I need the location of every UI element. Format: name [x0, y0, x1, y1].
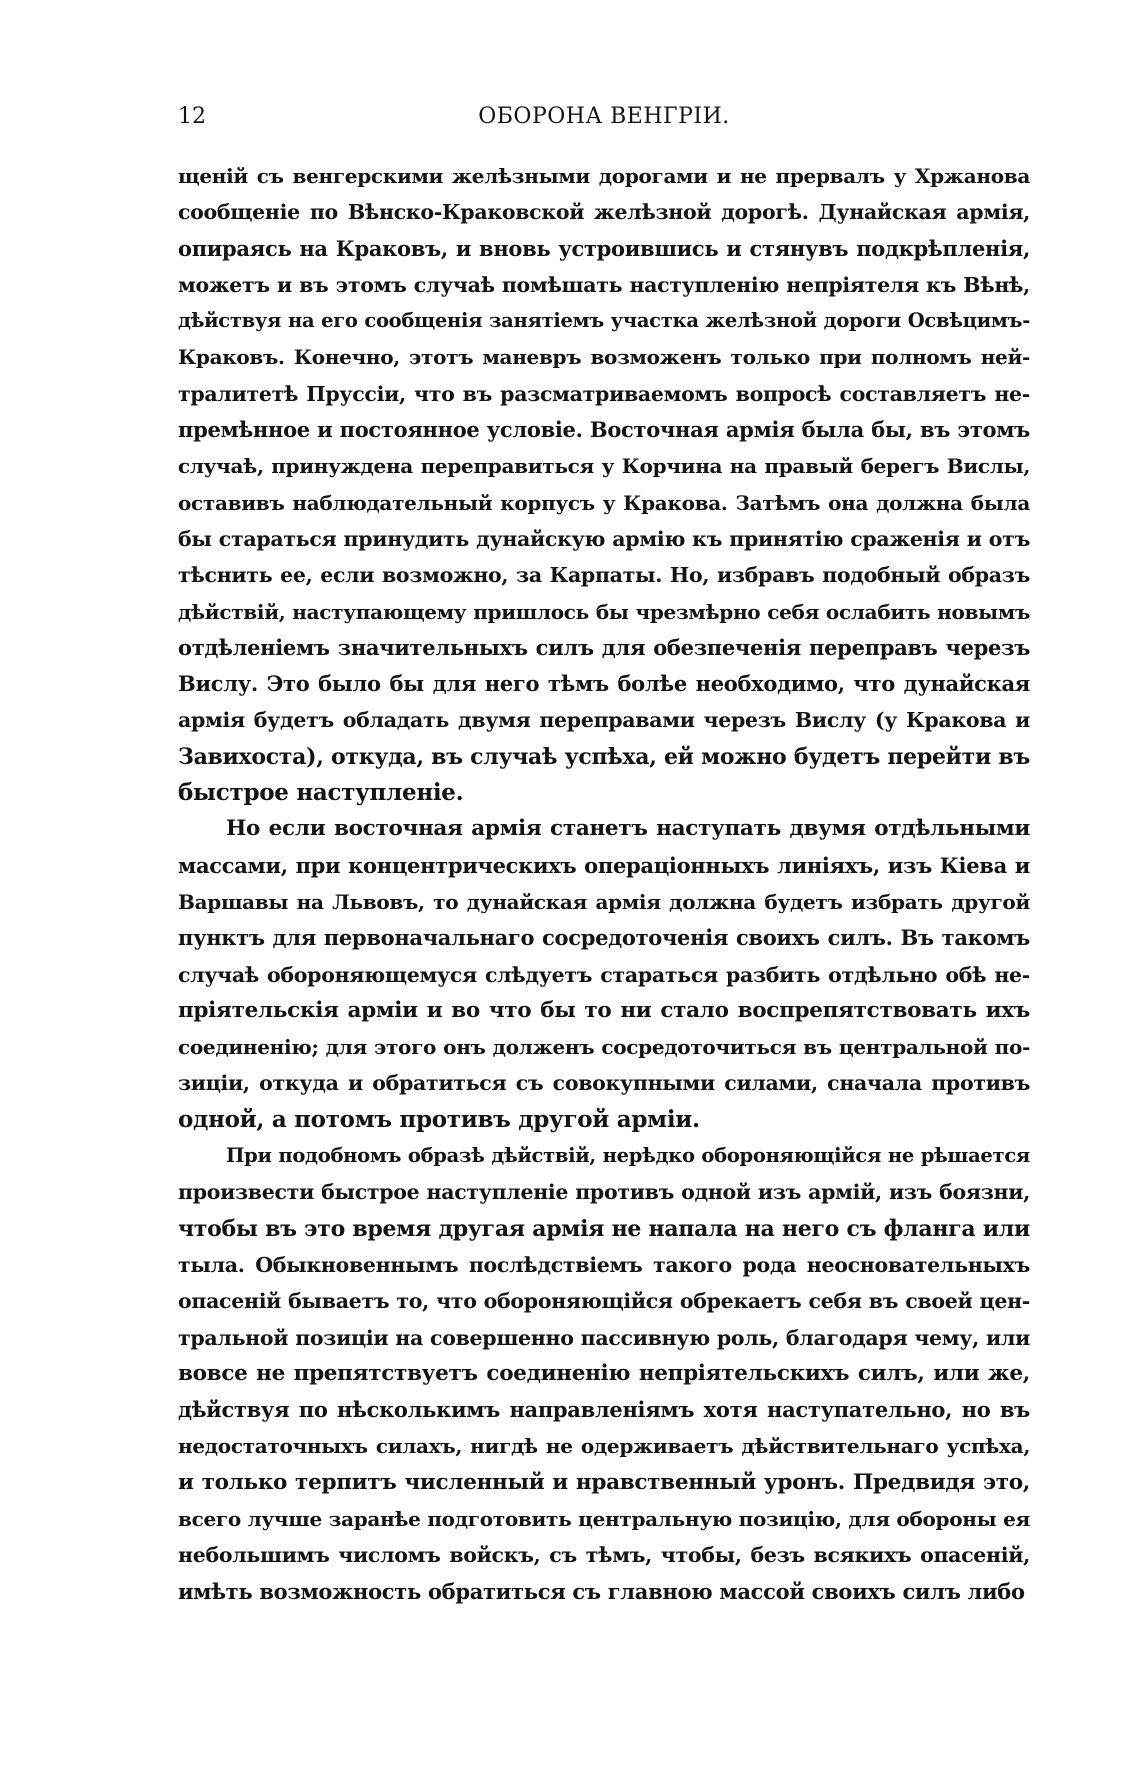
- text-line: тыла. Обыкновеннымъ послѣдствіемъ такого рода неосновательныхъ: [178, 1252, 1030, 1277]
- text-line: соединенію; для этого онъ долженъ сосредоточиться въ центральной по-: [178, 1035, 1030, 1060]
- text-line: сообщеніе по Вѣнско-Краковской желѣзной дорогѣ. Дунайская армія,: [178, 200, 1030, 225]
- text-line: имѣть возможность обратиться съ главною массой своихъ силъ либо: [178, 1578, 1025, 1604]
- text-line: Вислу. Это было бы для него тѣмъ болѣе необходимо, что дунайская: [178, 671, 1030, 697]
- text-line: премѣнное и постоянное условіе. Восточная армія была бы, въ этомъ: [178, 417, 1030, 443]
- text-line: и только терпитъ численный и нравственный уронъ. Предвидя это,: [178, 1469, 1030, 1495]
- text-line: массами, при концентрическихъ операціонныхъ линіяхъ, изъ Кіева и: [178, 852, 1030, 878]
- paragraph: [178, 158, 1030, 811]
- text-line: пунктъ для первоначальнаго сосредоточенія своихъ силъ. Въ такомъ: [178, 925, 1030, 951]
- text-line: случаѣ, принуждена переправиться у Корчина на правый берегъ Вислы,: [178, 454, 1030, 479]
- text-line: недостаточныхъ силахъ, нигдѣ не одерживаетъ дѣйствительнаго успѣха,: [178, 1434, 1030, 1459]
- text-line: Но если восточная армія станетъ наступать двумя отдѣльными: [226, 816, 1030, 842]
- text-line: При подобномъ образѣ дѣйствій, нерѣдко обороняющійся не рѣшается: [226, 1144, 1030, 1168]
- page-number: 12: [178, 104, 206, 129]
- text-line: всего лучше заранѣе подготовить центральную позицію, для обороны ея: [178, 1506, 1030, 1531]
- text-line: зиціи, откуда и обратиться съ совокупными силами, сначала противъ: [178, 1071, 1030, 1096]
- paragraph: [178, 1138, 1030, 1610]
- text-line: отдѣленіемъ значительныхъ силъ для обезпеченія переправъ черезъ: [178, 634, 1030, 660]
- text-line: можетъ и въ этомъ случаѣ помѣшать наступленію непріятеля къ Вѣнѣ,: [178, 272, 1030, 297]
- text-line: щеній съ венгерскими желѣзными дорогами и не прервалъ у Хржанова: [178, 164, 1030, 188]
- text-line: дѣйствій, наступающему пришлось бы чрезмѣрно себя ослабить новымъ: [178, 599, 1030, 624]
- page-header: [178, 100, 1030, 134]
- text-line: произвести быстрое наступленіе противъ одной изъ армій, изъ боязни,: [178, 1180, 1030, 1205]
- text-line: быстрое наступленіе.: [178, 779, 464, 807]
- text-line: бы стараться принудить дунайскую армію къ принятію сраженія и отъ: [178, 526, 1030, 551]
- text-line: тралитетѣ Пруссіи, что въ разсматриваемомъ вопросѣ составляетъ не-: [178, 381, 1030, 406]
- text-line: Краковъ. Конечно, этотъ маневръ возможенъ только при полномъ ней-: [178, 345, 1030, 370]
- paragraph: [178, 811, 1030, 1138]
- text-line: армія будетъ обладать двумя переправами черезъ Вислу (у Кракова и: [178, 708, 1030, 733]
- text-line: одной, а потомъ противъ другой арміи.: [178, 1105, 700, 1133]
- body-text: [178, 158, 1030, 1610]
- text-line: опасеній бываетъ то, что обороняющійся обрекаетъ себя въ своей цен-: [178, 1289, 1030, 1314]
- text-line: тѣснить ее, если возможно, за Карпаты. Но, избравъ подобный образъ: [178, 563, 1030, 588]
- text-line: оставивъ наблюдательный корпусъ у Кракова. Затѣмъ она должна была: [178, 490, 1030, 515]
- text-line: случаѣ обороняющемуся слѣдуетъ стараться разбить отдѣльно обѣ не-: [178, 962, 1030, 987]
- text-line: Завихоста), откуда, въ случаѣ успѣха, ей можно будетъ перейти въ: [178, 743, 1030, 770]
- running-title: ОБОРОНА ВЕНГРІИ.: [478, 104, 730, 129]
- text-line: небольшимъ числомъ войскъ, съ тѣмъ, чтобы, безъ всякихъ опасеній,: [178, 1543, 1030, 1568]
- text-line: дѣйствуя на его сообщенія занятіемъ участка желѣзной дороги Освѣцимъ-: [178, 309, 1030, 333]
- text-line: пріятельскія арміи и во что бы то ни стало воспрепятствовать ихъ: [178, 997, 1030, 1023]
- text-line: чтобы въ это время другая армія не напала на него съ фланга или: [178, 1215, 1030, 1242]
- text-line: опираясь на Краковъ, и вновь устроившись и стянувъ подкрѣпленія,: [178, 235, 1030, 261]
- text-line: тральной позиціи на совершенно пассивную роль, благодаря чему, или: [178, 1325, 1030, 1350]
- text-line: вовсе не препятствуетъ соединенію непріятельскихъ силъ, или же,: [178, 1360, 1030, 1386]
- text-line: дѣйствуя по нѣсколькимъ направленіямъ хотя наступательно, но въ: [178, 1397, 1030, 1423]
- text-line: Варшавы на Львовъ, то дунайская армія должна будетъ избрать другой: [178, 889, 1030, 914]
